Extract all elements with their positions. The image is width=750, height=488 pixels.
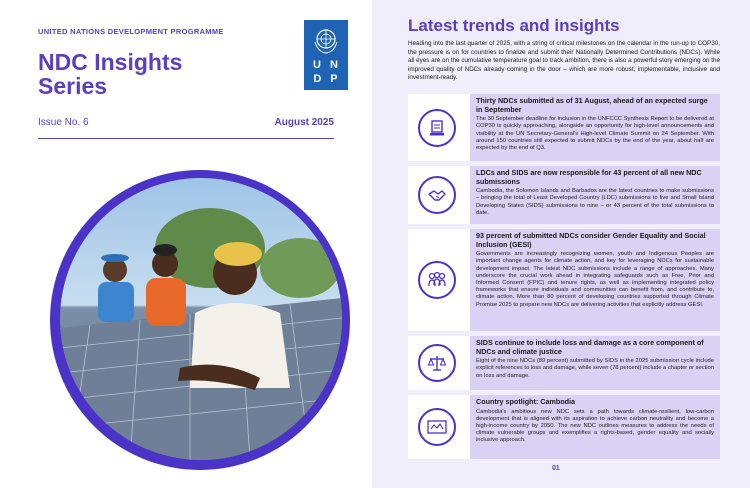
cover-photo: [60, 178, 342, 460]
card-text: Eight of the nine NDCs (89 percent) submitted by SIDS in the 2025 submission cycle include explicit references to loss and damage, while seven (78 percent) include a chapter or section on loss and damage.: [476, 358, 714, 379]
logo-letter: U: [313, 59, 322, 71]
insight-card: [408, 395, 720, 459]
organization-name: UNITED NATIONS DEVELOPMENT PROGRAMME: [38, 27, 224, 36]
cover-page: [0, 0, 372, 488]
women-solar-panels-illustration: [60, 178, 342, 460]
card-heading: Country spotlight: Cambodia: [476, 397, 576, 406]
card-heading: SIDS continue to include loss and damage as a core component of NDCs and climate justice: [476, 338, 704, 356]
country-map-icon: [426, 417, 448, 437]
insight-card: [408, 229, 720, 331]
insight-card: [408, 336, 720, 390]
card-heading: Thirty NDCs submitted as of 31 August, ahead of an expected surge in September: [476, 96, 708, 114]
card-text: The 30 September deadline for inclusion in the UNFCCC Synthesis Report to be delivered at COP30 is quickly approaching, alongside an opportunity for high-level announcements and visibility at the UN Secretary-General's High-level Climate Summit on 24 September. With around 150 countries still expected to submit NDCs by the end of the year, about half are expected by the end of Q3.: [476, 116, 714, 151]
issue-date: August 2025: [274, 117, 334, 128]
card-text: Cambodia, the Solomon Islands and Barbados are the latest countries to make submissions – bringing the total of Least Developed Country (LDC) submissions to five and Small Island Developing States (SIDS) submissions to nine – or 43 percent of the total submissions to date.: [476, 188, 714, 216]
un-emblem-icon: [310, 24, 342, 56]
logo-letter: P: [330, 73, 339, 85]
page-number: 01: [552, 465, 560, 472]
document-submission-icon: [427, 118, 447, 138]
card-heading: 93 percent of submitted NDCs consider Gender Equality and Social Inclusion (GESI): [476, 231, 706, 249]
page-title: Latest trends and insights: [408, 16, 620, 35]
scales-icon: [427, 353, 447, 373]
insight-card: [408, 166, 720, 224]
card-text: Cambodia's ambitious new NDC sets a path towards climate-resilient, low-carbon development that is aligned with its aspiration to achieve carbon neutrality and become a high-income country by 2050. The new NDC outlines measures to address the needs of climate vulnerable groups and exemplifies a rights-based, gender equality and socially inclusive approach.: [476, 408, 714, 444]
people-group-icon: [426, 269, 448, 291]
logo-letter: N: [330, 59, 339, 71]
insight-card: [408, 94, 720, 161]
issue-number: Issue No. 6: [38, 117, 89, 128]
divider: [38, 138, 334, 139]
card-text: Governments are increasingly recognizing women, youth and Indigenous Peoples are important change agents for climate action, and key for leveraging NDCs for sustainable development impact. The latest NDC submissions include a range of approaches. Many underscore the crucial work ahead in integrating safeguards such as Free, Prior and Informed Consent (FPIC) and tenure rights, as well as implementing integrated policy frameworks that ensure individuals and communities can benefit from, and contribute to, climate action. More than 80 percent of developing countries supported through Climate Promise 2025 to prepare new NDCs are delivering activities that explicitly address GESI.: [476, 251, 714, 308]
insights-page: [372, 0, 750, 488]
title-line: NDC Insights: [38, 49, 183, 75]
publication-title: [38, 50, 182, 98]
undp-logo: [304, 20, 348, 90]
handshake-icon: [427, 185, 447, 205]
card-heading: LDCs and SIDS are now responsible for 43 percent of all new NDC submissions: [476, 168, 702, 186]
intro-paragraph: Heading into the last quarter of 2025, with a string of critical milestones on the calendar in the run-up to COP30, the pressure is on for countries to finalize and submit their Nationally Determined Contributions (NDCs). While all eyes are on the cumulative temperature goal to track ambition, there is also a powerful story emerging on the improved quality of NDCs already coming in the door – which are more robust, implementable, inclusive and investment-ready.: [408, 40, 720, 82]
logo-letter: D: [313, 73, 323, 85]
title-line: Series: [38, 73, 108, 99]
